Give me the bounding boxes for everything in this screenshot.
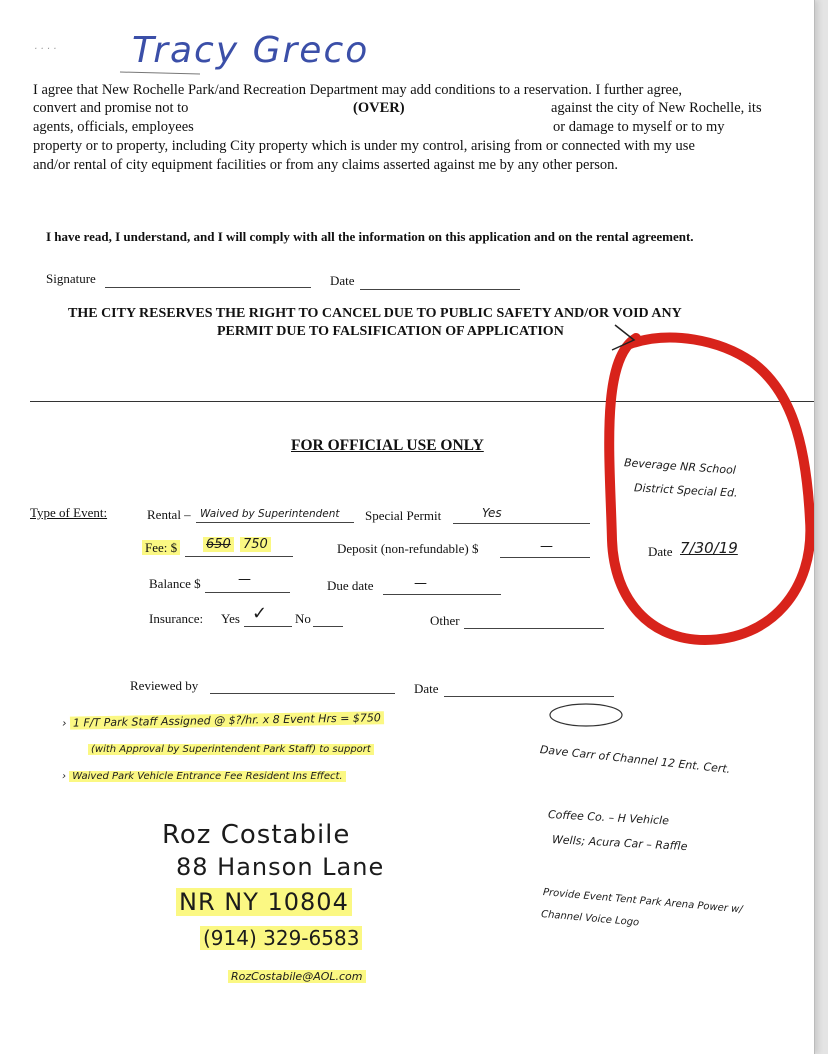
note-right-3: Wells; Acura Car – Raffle — [551, 833, 688, 854]
agreement-line-3-left: agents, officials, employees — [33, 119, 194, 135]
reserve-notice-line-2: PERMIT DUE TO FALSIFICATION OF APPLICATION — [217, 324, 564, 339]
agreement-line-3-right: or damage to myself or to my — [553, 119, 725, 135]
note-right-1: Dave Carr of Channel 12 Ent. Cert. — [539, 743, 731, 776]
handwritten-name: Tracy Greco — [132, 30, 370, 71]
circled-note-line-1: Beverage NR School — [623, 456, 737, 477]
rental-value: Waived by Superintendent — [200, 508, 340, 520]
reviewed-date-label: Date — [414, 681, 439, 696]
name-underline-stroke — [120, 72, 200, 74]
agreement-line-1: I agree that New Rochelle Park/and Recreation Department may add conditions to a reservation. I further agree, — [33, 82, 683, 98]
insurance-yes-checkmark: ✓ — [252, 603, 268, 624]
deposit-value: — — [540, 539, 553, 554]
note-left-1: › 1 F/T Park Staff Assigned @ $?/hr. x 8 Event Hrs = $750 — [62, 711, 384, 730]
note-left-3: › Waived Park Vehicle Entrance Fee Resident Ins Effect. — [62, 771, 346, 782]
special-permit-value: Yes — [482, 506, 502, 520]
signature-label: Signature — [46, 271, 96, 286]
agreement-line-5: and/or rental of city equipment facilities or from any claims asserted against me by any other person. — [33, 157, 619, 173]
fee-value: 750 — [240, 537, 271, 552]
insurance-no-label: No — [295, 611, 311, 626]
red-circle-annotation — [609, 338, 810, 640]
agreement-line-2-right: against the city of New Rochelle, its — [551, 100, 762, 116]
other-label: Other — [430, 613, 460, 628]
signature-date-label: Date — [330, 273, 355, 288]
deposit-label: Deposit (non-refundable) $ — [337, 541, 479, 556]
note-right-4: Provide Event Tent Park Arena Power w/ Channel Voice Logo — [540, 887, 743, 929]
due-date-value: — — [414, 576, 427, 591]
type-of-event-label: Type of Event: — [30, 505, 108, 520]
fee-750-circle — [550, 704, 622, 726]
circled-date-value: 7/30/19 — [680, 539, 738, 557]
circled-note-line-2: District Special Ed. — [633, 481, 738, 500]
contact-street: 88 Hanson Lane — [176, 853, 385, 881]
insurance-yes-label: Yes — [221, 611, 240, 626]
due-date-label: Due date — [327, 578, 374, 593]
acknowledgement: I have read, I understand, and I will comply with all the information on this application and on the rental agreement. — [46, 229, 694, 244]
contact-name: Roz Costabile — [162, 820, 351, 850]
reserve-notice-line-1: THE CITY RESERVES THE RIGHT TO CANCEL DUE TO PUBLIC SAFETY AND/OR VOID ANY — [68, 306, 682, 321]
note-left-3-text: Waived Park Vehicle Entrance Fee Resident Ins Effect. — [69, 771, 345, 782]
reviewed-by-label: Reviewed by — [130, 678, 199, 693]
note-left-1-text: 1 F/T Park Staff Assigned @ $?/hr. x 8 Event Hrs = $750 — [70, 711, 384, 729]
note-right-2: Coffee Co. – H Vehicle — [547, 808, 670, 828]
balance-label: Balance $ — [149, 576, 201, 591]
balance-value: — — [238, 572, 251, 587]
rental-label: Rental – — [147, 507, 191, 522]
scribble-dots: · · · · — [34, 44, 57, 55]
contact-phone-text: (914) 329-6583 — [200, 926, 362, 950]
over-label: (OVER) — [353, 100, 405, 116]
note-left-2-text: (with Approval by Superintendent Park Staff) to support — [88, 744, 374, 755]
official-use-heading: FOR OFFICIAL USE ONLY — [291, 437, 484, 454]
circled-date-label: Date — [648, 544, 673, 559]
fee-label-text: Fee: $ — [142, 540, 180, 555]
contact-email-text: RozCostabile@AOL.com — [228, 970, 366, 983]
fee-crossed-value: 650 — [203, 537, 234, 552]
special-permit-label: Special Permit — [365, 508, 442, 523]
contact-city-text: NR NY 10804 — [176, 888, 352, 916]
agreement-line-2-left: convert and promise not to — [33, 100, 189, 116]
insurance-label: Insurance: — [149, 611, 204, 626]
agreement-line-4: property or to property, including City property which is under my control, arising from or connected with my use — [33, 138, 695, 154]
